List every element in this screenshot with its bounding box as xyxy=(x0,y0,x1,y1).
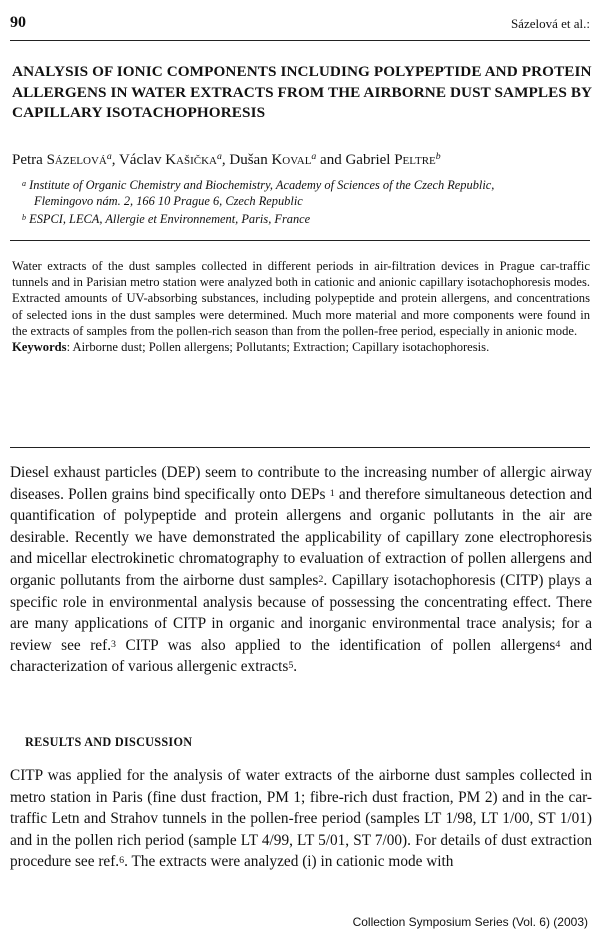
author: Gabriel Peltre$^b$ xyxy=(345,151,441,168)
header-rule xyxy=(10,40,590,41)
abstract-top-rule xyxy=(10,240,590,241)
results-paragraph: CITP was applied for the analysis of water extracts of the airborne dust samples collected in metro station in Paris (fine dust fraction, PM 1; fibre-rich dust fraction, PM 2) and in the car-traffic Letn and Strahov tunnels in the pollen-free period (samples LT 1/98, LT 1/00, ST 1/01) and in the pollen rich period (sample LT 4/99, LT 5/01, ST 7/00). For details of dust extraction procedure see ref.$^6$. The extracts were analyzed (i) in cationic mode with xyxy=(10,767,592,871)
author: Václav Kašička$^a$, xyxy=(118,151,230,168)
abstract-bottom-rule xyxy=(10,447,590,448)
page-number: 90 xyxy=(10,14,26,31)
author-list xyxy=(12,152,441,169)
citation: 2 xyxy=(318,573,324,585)
author: Petra Sázelová$^a$, xyxy=(12,151,119,168)
citation: 1 xyxy=(329,487,335,499)
affiliation-a: $^a$ Institute of Organic Chemistry and Biochemistry, Academy of Sciences of the Czech Republic, xyxy=(22,178,495,192)
abstract-text: Water extracts of the dust samples collected in different periods in air-filtration devices in Prague car-traffic tunnels and in Parisian metro station were analyzed both in cationic and anionic capillary isotachophoresis modes. Extracted amounts of UV-absorbing substances, including polypeptide and protein allergens, and concentrations of selected ions in the dust samples were determined. Much more material and more components were found in the extracts of samples from the pollen-rich season than from the pollen-free period, especially in anionic mode. xyxy=(12,259,590,338)
paper-title: ANALYSIS OF IONIC COMPONENTS INCLUDING POLYPEPTIDE AND PROTEIN ALLERGENS IN WATER EXTRACTS FROM THE AIRBORNE DUST SAMPLES BY CAPILLARY ISOTACHOPHORESIS xyxy=(12,63,592,121)
abstract xyxy=(12,258,590,355)
citation: 3 xyxy=(111,638,116,650)
section-heading: RESULTS AND DISCUSSION xyxy=(25,735,193,749)
affiliation-a-address: Flemingovo nám. 2, 166 10 Prague 6, Czech Republic xyxy=(34,194,303,208)
intro-paragraph: Diesel exhaust particles (DEP) seem to contribute to the increasing number of allergic airway diseases. Pollen grains bind specifically onto DEPs $^1$ and therefore simultaneous detection and quantification of polypeptide and protein allergens and organic pollutants in the air are desirable. Recently we have demonstrated the applicability of capillary zone electrophoresis and micellar electrokinetic chromatography to evaluation of extraction of pollen allergens and organic pollutants from the airborne dust samples$^2$. Capillary isotachophoresis (CITP) plays a specific role in environmental analysis because of possessing the concentrating effect. There are many applications of CITP in organic and inorganic environmental trace analysis; for a review see ref.$^3$ CITP was also applied to the identification of pollen allergens$^4$ and characterization of various allergenic extracts$^5$. xyxy=(10,464,592,676)
author: Dušan Koval$^a$ and xyxy=(229,151,346,168)
citation: 6 xyxy=(119,855,125,867)
running-header xyxy=(10,14,590,32)
running-head: Sázelová et al.: xyxy=(510,16,590,31)
journal-footer: Collection Symposium Series (Vol. 6) (2003) xyxy=(352,915,588,929)
citation: 4 xyxy=(555,638,561,650)
keywords: Keywords: Airborne dust; Pollen allergens; Pollutants; Extraction; Capillary isotachophoresis. xyxy=(12,340,490,355)
citation: 5 xyxy=(288,660,294,672)
affiliation-b: $^b$ ESPCI, LECA, Allergie et Environnement, Paris, France xyxy=(22,212,311,226)
